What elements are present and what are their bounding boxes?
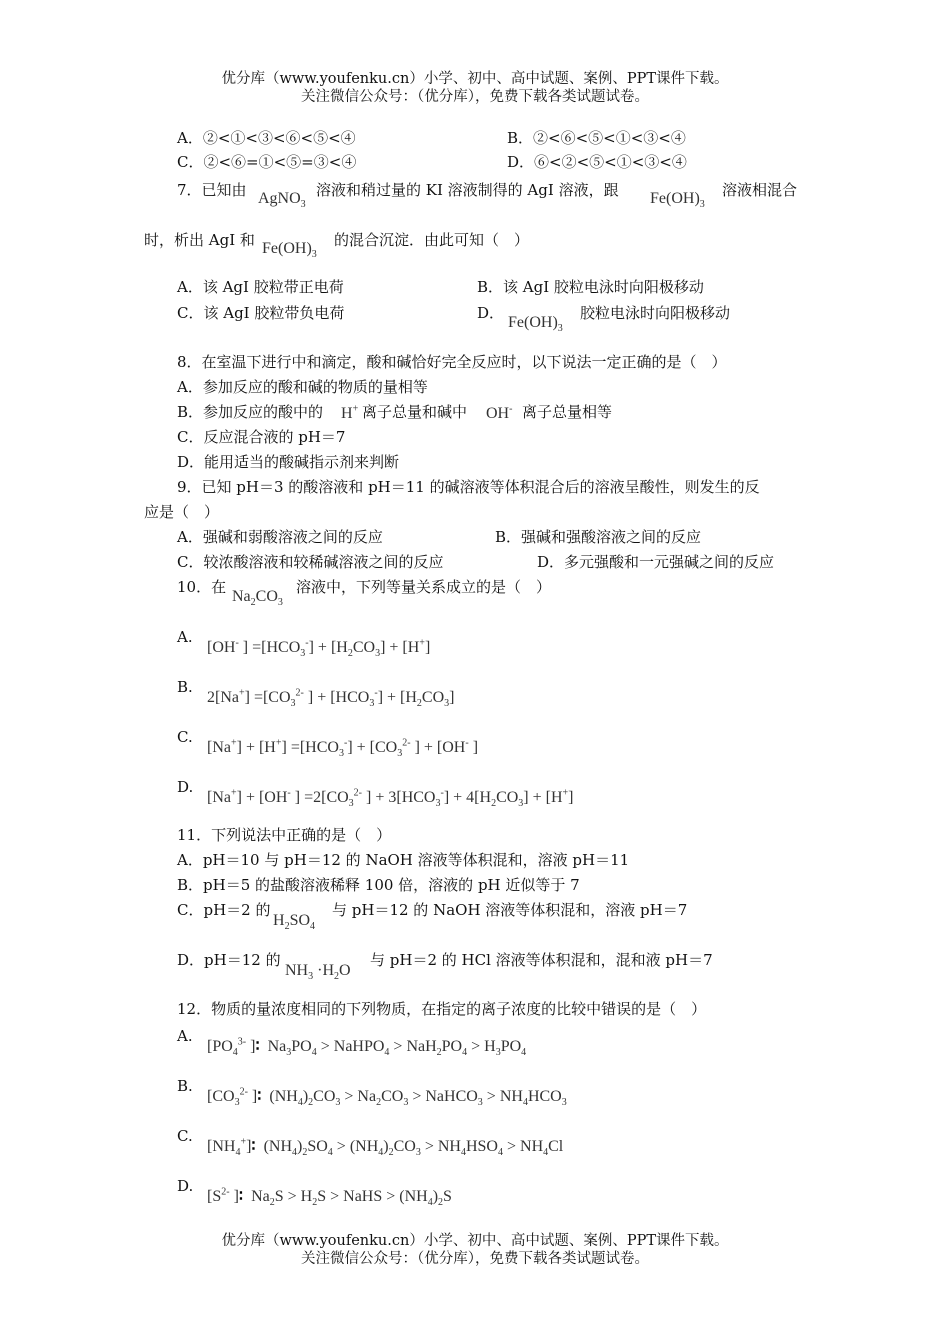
formula-feoh3: $Fe(OH)_3$ [262,240,317,261]
q6-option-b: B．②<⑥<⑤<①<③<④ [507,129,686,147]
q10-option-c-label: C. [177,728,193,746]
q7-stem-part1: 7．已知由 [177,181,247,199]
q6-option-a: A．②<①<③<⑥<⑤<④ [177,129,356,147]
q6-option-c: C．②<⑥=①<⑤=③<④ [177,153,357,171]
q12-option-a-expression: [$PO_4^{3-}$ ]∶ $Na_3PO_4$ > NaHPO$_4$ > $NaH_2PO_4 > H_3PO_4$ [207,1036,527,1059]
q10-stem-part1: 10．在 [177,578,227,596]
q12-stem: 12．物质的量浓度相同的下列物质，在指定的离子浓度的比较中错误的是（ ） [177,1000,707,1018]
q11-option-a: A．pH＝10 与 pH＝12 的 NaOH 溶液等体积混和，溶液 pH＝11 [177,851,630,869]
q11-option-c-part2: 与 pH＝12 的 NaOH 溶液等体积混和，溶液 pH＝7 [332,901,688,919]
q11-option-d-part1: D．pH＝12 的 [177,951,281,969]
header-line-1: 优分库（www.youfenku.cn）小学、初中、高中试题、案例、PPT课件下载。 [221,71,729,87]
q9-option-c: C．较浓酸溶液和较稀碱溶液之间的反应 [177,553,444,571]
q8-option-b-part1: B．参加反应的酸中的 [177,403,324,421]
formula-h-plus: H+ [341,403,359,422]
q10-option-b-label: B. [177,678,193,696]
header-line-2: 关注微信公众号：（优分库），免费下载各类试题试卷。 [301,89,649,105]
q9-option-a: A．强碱和弱酸溶液之间的反应 [177,528,383,546]
q10-option-a-equation: [OH- ] $=[HCO_3^-] + [H_2CO_3] + [H^+]$ [207,637,431,660]
q12-option-d-label: D. [177,1177,194,1195]
q12-option-c-expression: $[NH_4^+]∶$ $(NH_4)_2SO_4 > (NH_4)_2CO_3 > NH_4HSO_4 > NH_4Cl$ [207,1136,564,1159]
q8-option-d: D．能用适当的酸碱指示剂来判断 [177,453,400,471]
formula-h2so4: $H_2SO_4$ [273,912,316,933]
formula-agno3: AgNO$_3$ [258,190,306,211]
q9-option-b: B．强碱和强酸溶液之间的反应 [495,528,702,546]
q8-option-b-part3: 离子总量相等 [522,403,613,421]
formula-oh-minus: OH- [486,403,513,422]
formula-feoh3: $Fe(OH)_3$ [508,314,563,335]
q10-stem-part2: 溶液中，下列等量关系成立的是（ ） [296,578,552,596]
q10-option-b-equation: $2[Na^+] =[CO_3^{2-}$ ] + $[HCO_3^-] + [H_2CO_3]$ [207,687,455,710]
q6-option-d: D．⑥<②<⑤<①<③<④ [507,153,687,171]
q10-option-d-equation: [Na+] + [OH- ] $=2[CO_3^{2-}$ ] + $3[HCO_3^-] + 4[H_2CO_3] + [H^+]$ [207,787,574,810]
q9-stem-line2: 应是（ ） [144,503,220,521]
q12-option-a-label: A. [177,1027,193,1045]
q7-stem-part4: 时，析出 AgI 和 [144,231,255,249]
formula-nh3-h2o: $NH_3 \cdot H_2O$ [285,962,351,983]
q11-option-b: B．pH＝5 的盐酸溶液稀释 100 倍，溶液的 pH 近似等于 7 [177,876,580,894]
q10-option-c-equation: $[Na^+] + [H^+] =[HCO_3^-] + [CO_3^{2-}$ ] + [OH- ] [207,737,479,760]
q11-option-d-part2: 与 pH＝2 的 HCl 溶液等体积混和，混和液 pH＝7 [370,951,713,969]
formula-na2co3: $Na_2CO_3$ [232,588,283,609]
q8-option-a: A．参加反应的酸和碱的物质的量相等 [177,378,428,396]
q9-option-d: D．多元强酸和一元强碱之间的反应 [537,553,775,571]
q10-option-a-label: A. [177,628,193,646]
q7-stem-part2: 溶液和稍过量的 KI 溶液制得的 AgI 溶液，跟 [316,181,619,199]
q8-stem: 8．在室温下进行中和滴定，酸和碱恰好完全反应时，以下说法一定正确的是（ ） [177,353,727,371]
q7-option-d-text: 胶粒电泳时向阳极移动 [580,304,731,322]
q10-option-d-label: D. [177,778,194,796]
footer-line-1: 优分库（www.youfenku.cn）小学、初中、高中试题、案例、PPT课件下载。 [221,1233,729,1249]
q12-option-b-expression: [$CO_3^{2-}$ ]∶ $(NH_4)_2CO_3 > Na_2CO_3$ > NaHCO$_3$ > $NH_4HCO_3$ [207,1086,567,1109]
q12-option-d-expression: [$S^{2-}$ ]∶ $Na_2S > H_2S$ > NaHS > $(NH_4)_2S$ [207,1186,452,1209]
q8-option-c: C．反应混合液的 pH＝7 [177,428,346,446]
q9-stem-line1: 9．已知 pH＝3 的酸溶液和 pH＝11 的碱溶液等体积混合后的溶液呈酸性，则发生的反 [177,478,760,496]
q7-option-d-label: D． [477,304,505,322]
q7-option-b: B．该 AgI 胶粒电泳时向阳极移动 [477,278,704,296]
q7-option-a: A．该 AgI 胶粒带正电荷 [177,278,344,296]
q11-option-c-part1: C．pH＝2 的 [177,901,271,919]
q7-option-c: C．该 AgI 胶粒带负电荷 [177,304,345,322]
q7-stem-part5: 的混合沉淀．由此可知（ ） [334,231,530,249]
q8-option-b-part2: 离子总量和碱中 [362,403,468,421]
q12-option-c-label: C. [177,1127,193,1145]
q7-stem-part3: 溶液相混合 [722,181,798,199]
formula-feoh3: $Fe(OH)_3$ [650,190,705,211]
q11-stem: 11．下列说法中正确的是（ ） [177,826,392,844]
q12-option-b-label: B. [177,1077,193,1095]
footer-line-2: 关注微信公众号：（优分库），免费下载各类试题试卷。 [301,1251,649,1267]
